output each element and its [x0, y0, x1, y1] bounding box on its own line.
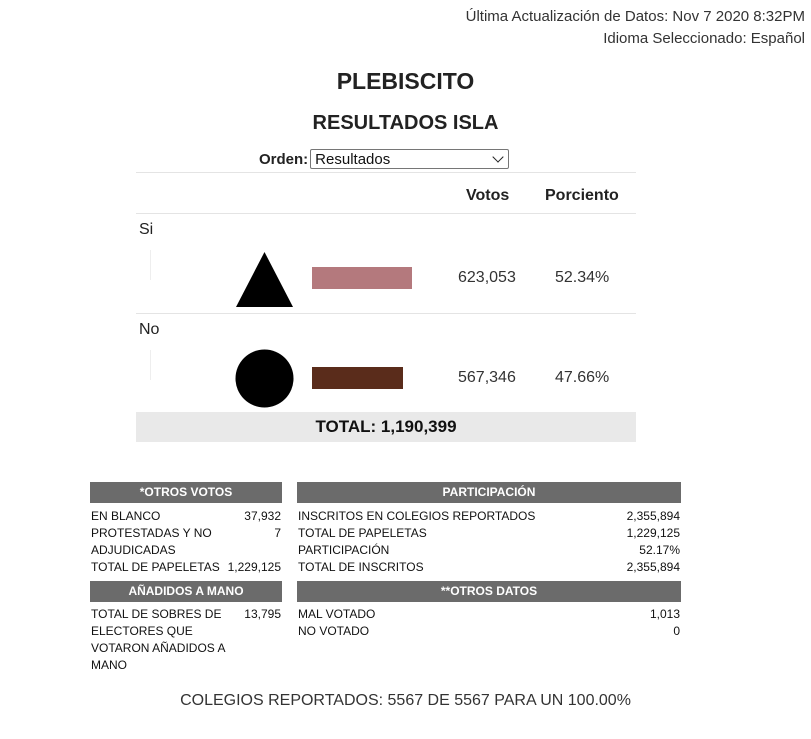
- stat-row: [90, 525, 282, 559]
- participacion-panel: [297, 482, 681, 576]
- stat-value: 1,229,125: [626, 526, 680, 540]
- stat-value: 37,932: [244, 509, 281, 523]
- stat-value: 1,229,125: [227, 560, 281, 574]
- order-select[interactable]: [310, 149, 509, 169]
- order-select-value: Resultados: [315, 150, 391, 168]
- stat-label: TOTAL DE SOBRES DE ELECTORES QUE VOTARON AÑADIDOS A MANO: [91, 607, 225, 672]
- stat-value: 7: [274, 526, 281, 540]
- stat-label: NO VOTADO: [298, 624, 370, 638]
- stat-label: TOTAL DE PAPELETAS: [91, 560, 220, 574]
- stat-label: TOTAL DE INSCRITOS: [298, 560, 424, 574]
- anadidos-title: AÑADIDOS A MANO: [90, 581, 282, 602]
- vote-percent: 52.34%: [555, 269, 610, 286]
- stat-value: 52.17%: [639, 543, 680, 557]
- option-name: Si: [139, 221, 154, 238]
- participacion-title: PARTICIPACIÓN: [297, 482, 681, 503]
- results-table: [136, 172, 636, 442]
- vote-count: 623,053: [458, 269, 516, 286]
- stat-value: 2,355,894: [626, 560, 680, 574]
- order-label: Orden:: [259, 150, 309, 168]
- stat-label: MAL VOTADO: [298, 607, 376, 621]
- stat-row: [297, 525, 681, 542]
- chevron-down-icon: [493, 151, 504, 162]
- stat-value: 0: [673, 624, 680, 638]
- stat-label: INSCRITOS EN COLEGIOS REPORTADOS: [298, 509, 536, 523]
- results-total: TOTAL: 1,190,399: [136, 412, 636, 442]
- stat-label: TOTAL DE PAPELETAS: [298, 526, 427, 540]
- results-header: [136, 172, 636, 214]
- stat-label: PROTESTADAS Y NO ADJUDICADAS: [91, 526, 212, 557]
- stat-row: [297, 623, 681, 640]
- otros-votos-title: *OTROS VOTOS: [90, 482, 282, 503]
- stat-row: [90, 606, 282, 674]
- order-control: [259, 149, 509, 169]
- stat-row: [297, 508, 681, 525]
- stat-value: 13,795: [244, 607, 281, 621]
- option-name: No: [139, 321, 160, 338]
- circle-icon: [235, 349, 294, 408]
- stat-row: [90, 508, 282, 525]
- stat-label: EN BLANCO: [91, 509, 161, 523]
- divider: [150, 350, 151, 380]
- result-row-no: [136, 314, 636, 412]
- stat-row: [297, 559, 681, 576]
- stat-value: 2,355,894: [626, 509, 680, 523]
- stat-row: [297, 606, 681, 623]
- vote-bar: [312, 367, 403, 389]
- otros-datos-panel: [297, 581, 681, 640]
- vote-percent: 47.66%: [555, 369, 610, 386]
- percent-column-header: Porciento: [545, 187, 619, 204]
- language-selected-text: Idioma Seleccionado: Español: [603, 30, 805, 47]
- anadidos-panel: [90, 581, 282, 674]
- otros-votos-panel: [90, 482, 282, 576]
- page-subtitle: RESULTADOS ISLA: [312, 112, 499, 134]
- otros-datos-title: **OTROS DATOS: [297, 581, 681, 602]
- result-row-si: [136, 214, 636, 314]
- reporting-footer: COLEGIOS REPORTADOS: 5567 DE 5567 PARA UN 100.00%: [180, 692, 631, 709]
- divider: [150, 250, 151, 280]
- vote-count: 567,346: [458, 369, 516, 386]
- page-title: PLEBISCITO: [336, 68, 475, 94]
- stat-value: 1,013: [649, 607, 680, 621]
- vote-bar: [312, 267, 412, 289]
- votes-column-header: Votos: [466, 187, 510, 204]
- stat-label: PARTICIPACIÓN: [298, 543, 390, 557]
- stat-row: [297, 542, 681, 559]
- last-update-text: Última Actualización de Datos: Nov 7 2020 8:32PM: [465, 8, 805, 25]
- stat-row: [90, 559, 282, 576]
- triangle-icon: [235, 249, 294, 308]
